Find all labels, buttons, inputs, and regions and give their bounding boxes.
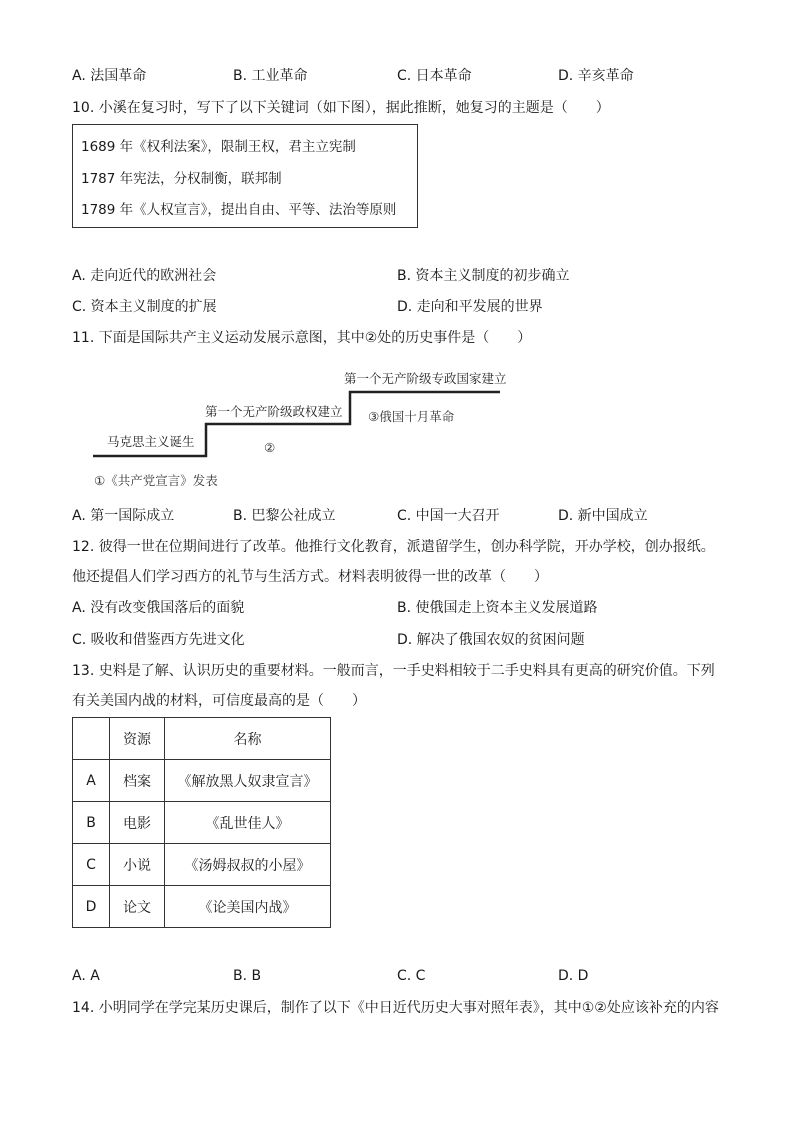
q12-option-c[interactable]: C. 吸收和借鉴西方先进文化 [72,632,245,648]
q12-stem-line-1: 12. 彼得一世在位期间进行了改革。他推行文化教育，派遣留学生，创办科学院，开办学校，创办报纸。 [72,539,715,555]
diagram-mark-2: ② [264,440,276,455]
table-cell: 《汤姆叔叔的小屋》 [165,844,331,886]
q12-stem-line-2: 他还提倡人们学习西方的礼节与生活方式。材料表明彼得一世的改革（ ） [72,569,548,585]
diagram-mark-3: ③俄国十月革命 [368,409,455,424]
q11-option-b[interactable]: B. 巴黎公社成立 [233,508,336,524]
diagram-step-3: 第一个无产阶级专政国家建立 [344,371,507,386]
q10-box-line: 1787 年宪法，分权制衡，联邦制 [81,171,282,187]
table-header-cell [73,718,110,760]
q11-option-d[interactable]: D. 新中国成立 [558,508,648,524]
q9-option-b[interactable]: B. 工业革命 [233,68,308,84]
table-header-cell: 名称 [165,718,331,760]
q10-option-d[interactable]: D. 走向和平发展的世界 [397,299,543,315]
q10-option-b[interactable]: B. 资本主义制度的初步确立 [397,268,570,284]
table-row [73,844,331,886]
table-cell: C [73,844,110,886]
q13-source-table [72,717,331,928]
table-cell: 论文 [110,886,165,928]
q11-staircase-diagram [0,0,794,500]
table-row [73,886,331,928]
q10-box-line: 1789 年《人权宣言》，提出自由、平等、法治等原则 [81,202,397,218]
q9-option-c[interactable]: C. 日本革命 [397,68,472,84]
table-cell: B [73,802,110,844]
diagram-mark-1: ①《共产党宣言》发表 [94,473,218,488]
q13-option-a[interactable]: A. A [72,968,100,984]
diagram-step-2: 第一个无产阶级政权建立 [205,404,343,419]
q11-stem: 11. 下面是国际共产主义运动发展示意图，其中②处的历史事件是（ ） [72,330,532,346]
table-cell: 电影 [110,802,165,844]
q13-option-d[interactable]: D. D [558,968,589,984]
table-row [73,760,331,802]
q12-option-a[interactable]: A. 没有改变俄国落后的面貌 [72,600,245,616]
q10-stem: 10. 小溪在复习时，写下了以下关键词（如下图），据此推断，她复习的主题是（ ） [72,100,610,116]
q11-option-c[interactable]: C. 中国一大召开 [397,508,500,524]
table-cell: 小说 [110,844,165,886]
q9-option-d[interactable]: D. 辛亥革命 [558,68,634,84]
table-cell: 《解放黑人奴隶宣言》 [165,760,331,802]
q13-option-b[interactable]: B. B [233,968,262,984]
table-cell: A [73,760,110,802]
table-header-cell: 资源 [110,718,165,760]
q12-option-b[interactable]: B. 使俄国走上资本主义发展道路 [397,600,598,616]
table-cell: 《论美国内战》 [165,886,331,928]
q13-stem-line-1: 13. 史料是了解、认识历史的重要材料。一般而言，一手史料相较于二手史料具有更高的研究价值。下列 [72,663,715,679]
table-cell: 《乱世佳人》 [165,802,331,844]
q11-option-a[interactable]: A. 第一国际成立 [72,508,175,524]
q13-stem-line-2: 有关美国内战的材料，可信度最高的是（ ） [72,693,366,709]
q13-option-c[interactable]: C. C [397,968,426,984]
table-cell: D [73,886,110,928]
q9-option-a[interactable]: A. 法国革命 [72,68,147,84]
diagram-step-1: 马克思主义诞生 [107,434,195,449]
q12-option-d[interactable]: D. 解决了俄国农奴的贫困问题 [397,632,585,648]
table-row [73,802,331,844]
table-header-row [73,718,331,760]
q14-stem: 14. 小明同学在学完某历史课后，制作了以下《中日近代历史大事对照年表》，其中①②处应该补充的内容 [72,1000,719,1016]
q10-option-c[interactable]: C. 资本主义制度的扩展 [72,299,217,315]
table-cell: 档案 [110,760,165,802]
q10-box-line: 1689 年《权利法案》，限制王权，君主立宪制 [81,139,356,155]
q10-option-a[interactable]: A. 走向近代的欧洲社会 [72,268,217,284]
